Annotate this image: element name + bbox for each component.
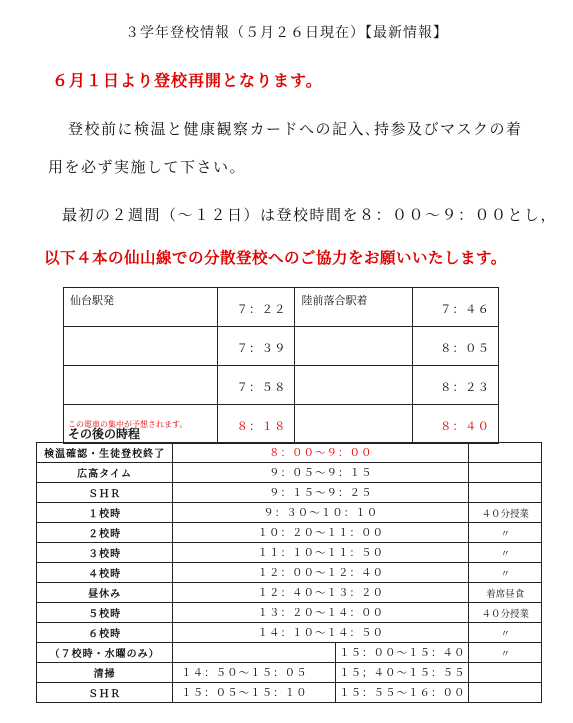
- period-note: ４０分授業: [469, 603, 542, 623]
- empty-cell: [295, 405, 413, 444]
- period-note: 〃: [469, 523, 542, 543]
- empty-cell: [295, 327, 413, 366]
- train-row: [64, 327, 499, 366]
- train-row: [64, 288, 499, 327]
- departure-station-label: 仙台駅発: [64, 288, 218, 327]
- schedule-row: [37, 603, 542, 623]
- period-time-normal: １５：０５〜１５：１０: [173, 683, 336, 703]
- period-time: ９：３０〜１０：１０: [173, 503, 469, 523]
- schedule-row-split: [37, 643, 542, 663]
- period-name: 検温確認・生徒登校終了: [37, 443, 173, 463]
- period-time-wednesday: １５；４０〜１５：５５: [336, 663, 469, 683]
- period-name: ２校時: [37, 523, 173, 543]
- train-timetable: [63, 287, 499, 444]
- period-time: １３：２０〜１４：００: [173, 603, 469, 623]
- arrival-station-label: 陸前落合駅着: [295, 288, 413, 327]
- period-note: ４０分授業: [469, 503, 542, 523]
- period-name: ３校時: [37, 543, 173, 563]
- arrival-time: ８：０５: [413, 327, 499, 366]
- train-note-cell: [64, 327, 218, 366]
- period-time-normal: [173, 643, 336, 663]
- period-name: （７校時・水曜のみ）: [37, 643, 173, 663]
- departure-time: ７：３９: [217, 327, 295, 366]
- period-note: 〃: [469, 563, 542, 583]
- period-note: 〃: [469, 643, 542, 663]
- schedule-row-split: [37, 683, 542, 703]
- page-title: ３学年登校情報（５月２６日現在）【最新情報】: [125, 25, 448, 41]
- period-note: 〃: [469, 623, 542, 643]
- period-note: [469, 663, 542, 683]
- schedule-row: [37, 463, 542, 483]
- instruction-line-1: 登校前に検温と健康観察カードへの記入､持参及びマスクの着: [68, 120, 523, 138]
- period-name: ５校時: [37, 603, 173, 623]
- arrival-time: ８：２３: [413, 366, 499, 405]
- period-time-normal: １４：５０〜１５：０５: [173, 663, 336, 683]
- period-name: ＳＨＲ: [37, 683, 173, 703]
- period-name: 広高タイム: [37, 463, 173, 483]
- train-note-cell: [64, 366, 218, 405]
- daily-schedule-table: [36, 442, 542, 703]
- period-time-wednesday: １５：５５〜１６：００: [336, 683, 469, 703]
- reopening-heading: ６月１日より登校再開となります。: [52, 71, 323, 90]
- period-note: [469, 483, 542, 503]
- schedule-row: [37, 503, 542, 523]
- period-note: [469, 443, 542, 463]
- departure-time: ７：２２: [217, 288, 295, 327]
- period-time: １２：４０〜１３：２０: [173, 583, 469, 603]
- empty-cell: [295, 366, 413, 405]
- period-name: ＳＨＲ: [37, 483, 173, 503]
- period-name: 清掃: [37, 663, 173, 683]
- arrival-time: ７：４６: [413, 288, 499, 327]
- period-time: １１：１０〜１１：５０: [173, 543, 469, 563]
- period-time: ８：００〜９：００: [173, 443, 469, 463]
- period-time: ９：１５〜９：２５: [173, 483, 469, 503]
- schedule-row: [37, 443, 542, 463]
- period-time: １２：００〜１２：４０: [173, 563, 469, 583]
- period-note: [469, 463, 542, 483]
- period-name: 昼休み: [37, 583, 173, 603]
- distributed-commute-request: 以下４本の仙山線での分散登校へのご協力をお願いいたします。: [44, 249, 507, 267]
- schedule-row: [37, 623, 542, 643]
- period-time: ９：０５〜９：１５: [173, 463, 469, 483]
- period-name: ６校時: [37, 623, 173, 643]
- period-note: 〃: [469, 543, 542, 563]
- arrival-time: ８：４０: [413, 405, 499, 444]
- schedule-heading: その後の時程: [68, 427, 141, 441]
- instruction-line-2: 用を必ず実施して下さい。: [48, 158, 247, 176]
- period-note: 着席昼食: [469, 583, 542, 603]
- schedule-row: [37, 483, 542, 503]
- schedule-row-split: [37, 663, 542, 683]
- period-time: １４：１０〜１４：５０: [173, 623, 469, 643]
- schedule-row: [37, 583, 542, 603]
- period-name: ４校時: [37, 563, 173, 583]
- train-row: [64, 366, 499, 405]
- period-time-wednesday: １５：００〜１５：４０: [336, 643, 469, 663]
- departure-time: ８：１８: [217, 405, 295, 444]
- departure-time: ７：５８: [217, 366, 295, 405]
- schedule-row: [37, 523, 542, 543]
- schedule-row: [37, 563, 542, 583]
- period-note: [469, 683, 542, 703]
- schedule-row: [37, 543, 542, 563]
- period-name: １校時: [37, 503, 173, 523]
- period-time: １０：２０〜１１：００: [173, 523, 469, 543]
- crowding-warning: この電車の集中が予想されます。: [64, 405, 218, 444]
- schedule-line-1: 最初の２週間（〜１２日）は登校時間を８：００〜９：００とし，: [62, 206, 558, 224]
